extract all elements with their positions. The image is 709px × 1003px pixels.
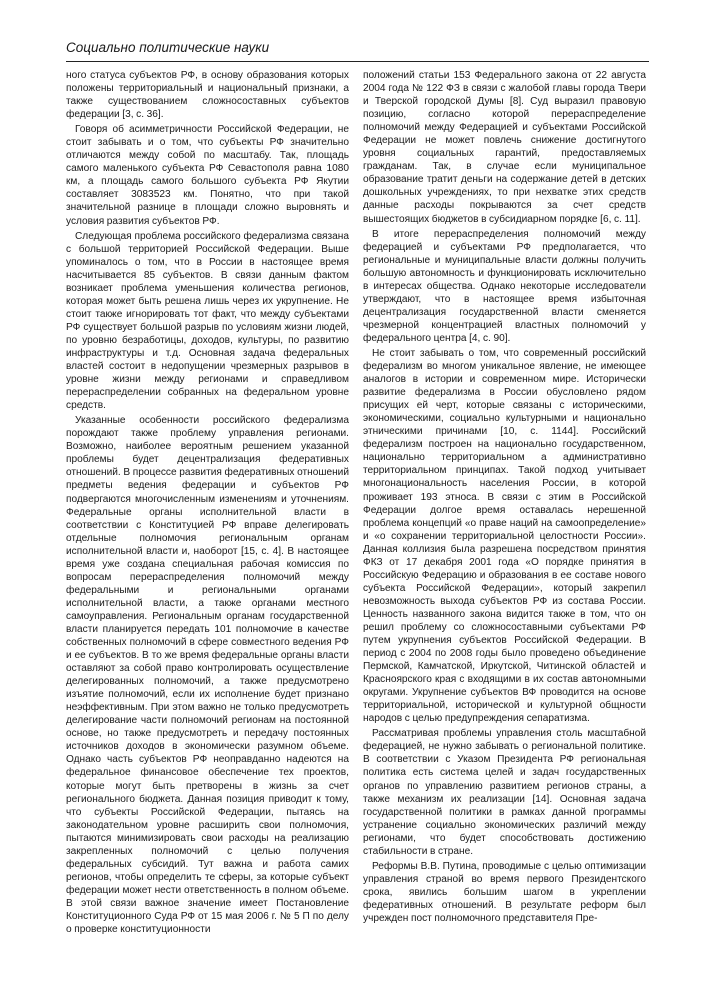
paragraph: Говоря об асимметричности Российской Федерации, не стоит забывать и о том, что субъекты РФ значительно отличаются между собой по масштабу. Так, площадь самого маленького субъекта РФ Севастополя равна 1080 км, а площадь самого большого субъекта РФ Якутии составляет 3083523 км. Понятно, что при такой значительной разнице в площади сложно выровнять и условия развития субъектов РФ.: [66, 124, 349, 227]
left-column: [66, 69, 349, 938]
paragraph: Рассматривая проблемы управления столь масштабной федерацией, не нужно забывать о региональной политике. В соответствии с Указом Президента РФ региональная политика есть система целей и задач государственных органов по управлению развитием регионов страны, а также механизм их реализации [14]. Основная задача государственной политики в рамках данной программы устранение социально экономических различий между регионами, что будет способствовать достижению стабильности в стране.: [363, 728, 646, 857]
paragraph: Следующая проблема российского федерализма связана с большой территорией Российской Федерации. Выше упоминалось о том, что в России в настоящее время насчитывается 85 субъектов. В связи данным фактом возникает проблема уменьшения количества регионов, которая может быть решена лишь через их укрупнение. Не стоит также игнорировать тот факт, что между субъектами РФ существует большой разрыв по условиям жизни людей, по уровню безработицы, доходов, культуры, по развитию инфраструктуры и т.д. Основная задача федеральных властей состоит в недопущении чрезмерных разрывов в уровне жизни между регионами и справедливом перераспределении собранных на федеральном уровне средств.: [66, 230, 349, 412]
paragraph: Указанные особенности российского федерализма порождают также проблему управления регионами. Возможно, наиболее вероятным решением указанной проблемы будет децентрализация федеративных отношений. В процессе развития федеративных отношений предметы ведения федерации и субъектов РФ подвергаются многочисленным изменениям и уточнениям. Федеральные органы исполнительной власти в соответствии с Конституцией РФ вправе делегировать отдельные полномочия региональным органам исполнительной власти и, наоборот [15, с. 4]. В настоящее время уже создана специальная рабочая комиссия по вопросам перераспределения полномочий между федеральными и региональными органами исполнительной власти, а также органами местного самоуправления. Региональным органам государственной власти планируется передать 101 полномочие в качестве собственных полномочий в сфере совместного ведения РФ и ее субъектов. В то же время федеральные органы власти оставляют за собой право контролировать осуществление делегированных полномочий, а также предусмотрено изъятие полномочий, если их исполнение будет признано неэффективным. При этом важно не только предусмотреть делегирование части полномочий регионам на постоянной основе, но также предусмотреть и передачу постоянных источников доходов в экономически разумном объеме. Однако часть субъектов РФ неоправданно надеются на федеральное финансовое обеспечение тех проектов, которые могут быть претворены в жизнь за счет регионального бюджета. Данная позиция приводит к тому, что субъекты Российской Федерации, пытаясь на законодательном уровне расширить свои полномочия, пытаются минимизировать свои расходы на реализацию закрепленных полномочий с целью получения федеральных субсидий. Тут важна и работа самих регионов, чтобы определить те сферы, за которые субъект федерации может нести ответственность в полном объеме. В этой связи важное значение имеет Постановление Конституционного Суда РФ от 15 мая 2006 г. № 5 П по делу о проверке конституционности: [66, 415, 349, 936]
paragraph: Реформы В.В. Путина, проводимые с целью оптимизации управления страной во время первого Президентского срока, явились большим шагом в укреплении федеративных отношений. В результате реформ был учрежден пост полномочного представителя Пре-: [363, 860, 646, 924]
paragraph: Не стоит забывать о том, что современный российский федерализм во многом уникальное явление, не имеющее аналогов в истории и современном мире. Исторически развитие федерализма в России обусловлено рядом присущих ей черт, которые связаны с историческими, экономическими, социально культурными и национально этническими причинами [10, с. 1144]. Российский федерализм построен на национально государственном, национально территориальном а административно территориальном принципах. Такой подход учитывает многонациональность населения России, в которой проживает 193 этноса. В связи с этим в Российской Федерации долгое время оставалась нерешенной проблема концепций «о праве наций на самоопределение» и «о сохранении территориальной целостности России». Данная коллизия была разрешена посредством принятия ФКЗ от 17 декабря 2001 года «О порядке принятия в Российскую Федерацию и образования в ее составе нового субъекта Российской Федерации», который закрепил невозможность выхода субъектов РФ из состава России. Ценность названного закона видится также в том, что он решил проблему со сложносоставными субъектами РФ путем укрупнения субъектов Российской Федерации. В период с 2004 по 2008 годы было проведено объединение Пермской, Камчатской, Иркутской, Читинской областей и Красноярского края с входящими в их состав автономными округами. Укрупнение субъектов ВФ проводится на основе территориальной, исторической и культурной общности народов с целью предупреждения сепаратизма.: [363, 347, 646, 725]
paragraph-continued: положений статьи 153 Федерального закона от 22 августа 2004 года № 122 ФЗ в связи с жалобой главы города Твери и Тверской городской Думы [8]. Суд выразил правовую позицию, согласно которой перераспределение полномочий между Федерацией и субъектами Российской Федерации не может повлечь снижение достигнутого уровня социальных гарантий, предоставляемых гражданам. Так, в случае если муниципальное образование тратит деньги на содержание детей в детских дошкольных учреждениях, то при нехватке этих средств данные расходы покрываются за счет средств вышестоящих бюджетов в субсидиарном порядке [6, с. 11].: [363, 70, 646, 225]
paragraph: В итоге перераспределения полномочий между федерацией и субъектами РФ предполагается, что региональные и муниципальные власти должны получить большую автономность и функционировать исключительно в интересах общества. Однако некоторые исследователи утверждают, что в настоящее время избыточная децентрализация государственной власти сменяется чрезмерной концентрацией властных полномочий у федерального центра [4, с. 90].: [363, 228, 646, 344]
right-column: [363, 69, 646, 927]
header-rule: [66, 61, 649, 62]
paragraph-continued: ного статуса субъектов РФ, в основу образования которых положены территориальный и национальный признаки, а также существованием сложносоставных субъектов федерации [3, с. 36].: [66, 70, 349, 121]
running-header: Социально политические науки: [66, 40, 270, 55]
